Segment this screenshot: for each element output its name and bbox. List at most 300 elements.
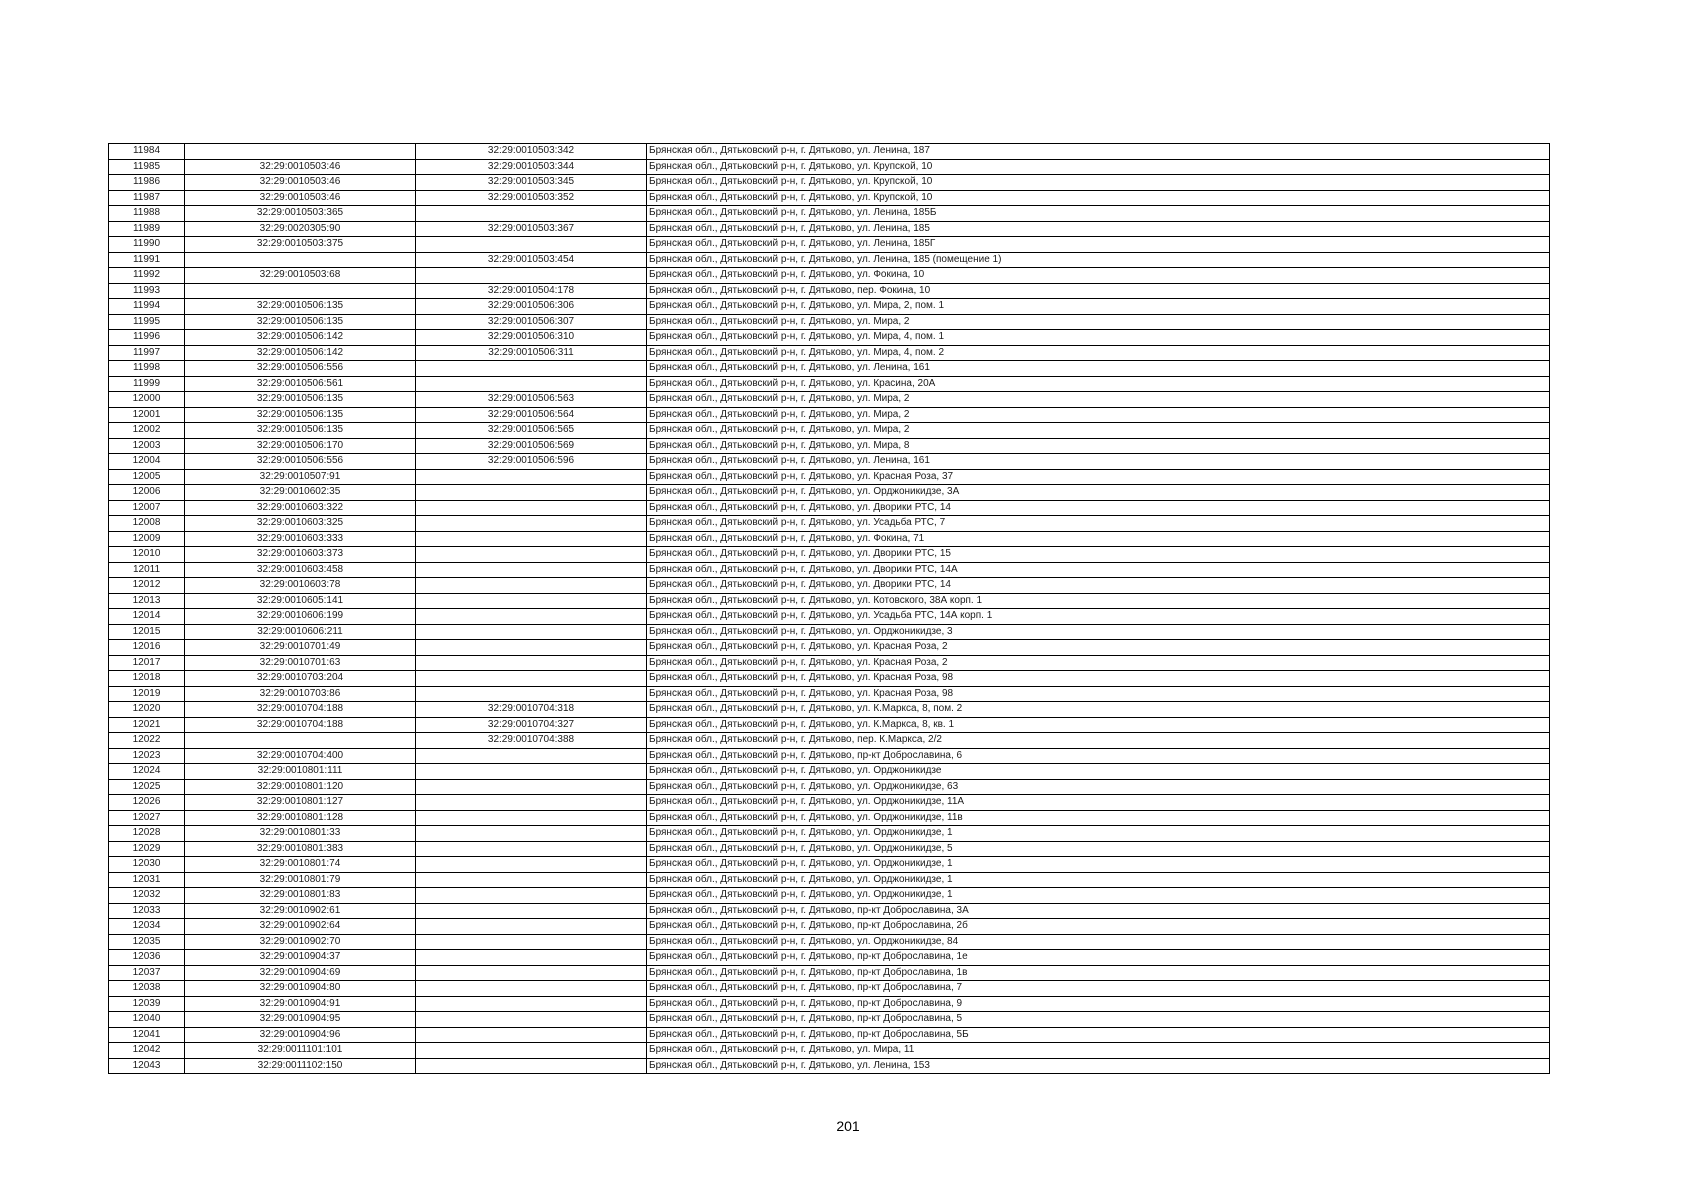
cadastral-number-cell: 32:29:0010904:96 <box>185 1027 416 1043</box>
address-cell: Брянская обл., Дятьковский р-н, г. Дятьково, ул. Дворики РТС, 14 <box>647 500 1550 516</box>
cadastral-number-cell: 32:29:0010603:322 <box>185 500 416 516</box>
cadastral-number-cell: 32:29:0010602:35 <box>185 485 416 501</box>
related-cadastral-number-cell <box>416 888 647 904</box>
table-row <box>109 655 1550 671</box>
row-number-cell: 12001 <box>109 407 185 423</box>
table-row <box>109 144 1550 160</box>
address-cell: Брянская обл., Дятьковский р-н, г. Дятьково, ул. Орджоникидзе, 11в <box>647 810 1550 826</box>
table-row <box>109 903 1550 919</box>
address-cell: Брянская обл., Дятьковский р-н, г. Дятьково, ул. Красная Роза, 98 <box>647 686 1550 702</box>
cadastral-number-cell: 32:29:0010503:375 <box>185 237 416 253</box>
row-number-cell: 12000 <box>109 392 185 408</box>
table-row <box>109 578 1550 594</box>
related-cadastral-number-cell: 32:29:0010506:311 <box>416 345 647 361</box>
related-cadastral-number-cell <box>416 624 647 640</box>
address-cell: Брянская обл., Дятьковский р-н, г. Дятьково, пр-кт Доброславина, 7 <box>647 981 1550 997</box>
address-cell: Брянская обл., Дятьковский р-н, г. Дятьково, ул. Ленина, 185Г <box>647 237 1550 253</box>
address-cell: Брянская обл., Дятьковский р-н, г. Дятьково, пр-кт Доброславина, 3А <box>647 903 1550 919</box>
related-cadastral-number-cell <box>416 1058 647 1074</box>
row-number-cell: 12043 <box>109 1058 185 1074</box>
address-cell: Брянская обл., Дятьковский р-н, г. Дятьково, ул. Ленина, 153 <box>647 1058 1550 1074</box>
row-number-cell: 11993 <box>109 283 185 299</box>
row-number-cell: 12035 <box>109 934 185 950</box>
address-cell: Брянская обл., Дятьковский р-н, г. Дятьково, ул. К.Маркса, 8, кв. 1 <box>647 717 1550 733</box>
row-number-cell: 12013 <box>109 593 185 609</box>
row-number-cell: 12021 <box>109 717 185 733</box>
cadastral-number-cell: 32:29:0010904:37 <box>185 950 416 966</box>
related-cadastral-number-cell <box>416 779 647 795</box>
related-cadastral-number-cell <box>416 578 647 594</box>
related-cadastral-number-cell <box>416 640 647 656</box>
related-cadastral-number-cell <box>416 469 647 485</box>
row-number-cell: 12017 <box>109 655 185 671</box>
registry-table <box>108 143 1550 1074</box>
cadastral-number-cell: 32:29:0010606:199 <box>185 609 416 625</box>
row-number-cell: 11997 <box>109 345 185 361</box>
address-cell: Брянская обл., Дятьковский р-н, г. Дятьково, ул. Усадьба РТС, 7 <box>647 516 1550 532</box>
address-cell: Брянская обл., Дятьковский р-н, г. Дятьково, ул. Мира, 8 <box>647 438 1550 454</box>
address-cell: Брянская обл., Дятьковский р-н, г. Дятьково, ул. Мира, 11 <box>647 1043 1550 1059</box>
row-number-cell: 11995 <box>109 314 185 330</box>
row-number-cell: 12034 <box>109 919 185 935</box>
address-cell: Брянская обл., Дятьковский р-н, г. Дятьково, пр-кт Доброславина, 6 <box>647 748 1550 764</box>
address-cell: Брянская обл., Дятьковский р-н, г. Дятьково, ул. Мира, 2 <box>647 314 1550 330</box>
cadastral-number-cell: 32:29:0010606:211 <box>185 624 416 640</box>
address-cell: Брянская обл., Дятьковский р-н, г. Дятьково, пр-кт Доброславина, 2б <box>647 919 1550 935</box>
related-cadastral-number-cell <box>416 671 647 687</box>
row-number-cell: 12040 <box>109 1012 185 1028</box>
cadastral-number-cell: 32:29:0010801:111 <box>185 764 416 780</box>
table-row <box>109 872 1550 888</box>
related-cadastral-number-cell <box>416 857 647 873</box>
cadastral-number-cell: 32:29:0010506:142 <box>185 330 416 346</box>
related-cadastral-number-cell <box>416 361 647 377</box>
row-number-cell: 11999 <box>109 376 185 392</box>
cadastral-number-cell: 32:29:0010503:46 <box>185 190 416 206</box>
cadastral-number-cell: 32:29:0010704:188 <box>185 717 416 733</box>
row-number-cell: 11989 <box>109 221 185 237</box>
table-row <box>109 702 1550 718</box>
related-cadastral-number-cell: 32:29:0010704:327 <box>416 717 647 733</box>
row-number-cell: 12028 <box>109 826 185 842</box>
related-cadastral-number-cell <box>416 996 647 1012</box>
address-cell: Брянская обл., Дятьковский р-н, г. Дятьково, ул. Ленина, 185 (помещение 1) <box>647 252 1550 268</box>
row-number-cell: 12033 <box>109 903 185 919</box>
related-cadastral-number-cell <box>416 934 647 950</box>
row-number-cell: 12031 <box>109 872 185 888</box>
cadastral-number-cell: 32:29:0010603:78 <box>185 578 416 594</box>
table-row <box>109 206 1550 222</box>
cadastral-number-cell: 32:29:0010801:74 <box>185 857 416 873</box>
row-number-cell: 11987 <box>109 190 185 206</box>
row-number-cell: 12010 <box>109 547 185 563</box>
table-row <box>109 748 1550 764</box>
row-number-cell: 11985 <box>109 159 185 175</box>
cadastral-number-cell <box>185 733 416 749</box>
row-number-cell: 11988 <box>109 206 185 222</box>
related-cadastral-number-cell <box>416 206 647 222</box>
address-cell: Брянская обл., Дятьковский р-н, г. Дятьково, ул. Орджоникидзе, 3А <box>647 485 1550 501</box>
table-row <box>109 1043 1550 1059</box>
address-cell: Брянская обл., Дятьковский р-н, г. Дятьково, ул. Мира, 2 <box>647 423 1550 439</box>
table-row <box>109 252 1550 268</box>
table-row <box>109 454 1550 470</box>
table-row <box>109 888 1550 904</box>
address-cell: Брянская обл., Дятьковский р-н, г. Дятьково, пр-кт Доброславина, 5 <box>647 1012 1550 1028</box>
table-row <box>109 919 1550 935</box>
related-cadastral-number-cell <box>416 981 647 997</box>
row-number-cell: 12036 <box>109 950 185 966</box>
address-cell: Брянская обл., Дятьковский р-н, г. Дятьково, ул. Красная Роза, 37 <box>647 469 1550 485</box>
cadastral-number-cell: 32:29:0020305:90 <box>185 221 416 237</box>
row-number-cell: 12014 <box>109 609 185 625</box>
cadastral-number-cell: 32:29:0010506:135 <box>185 314 416 330</box>
cadastral-number-cell: 32:29:0010904:69 <box>185 965 416 981</box>
table-row <box>109 268 1550 284</box>
cadastral-number-cell <box>185 283 416 299</box>
address-cell: Брянская обл., Дятьковский р-н, г. Дятьково, ул. Крупской, 10 <box>647 190 1550 206</box>
table-row <box>109 237 1550 253</box>
table-row <box>109 190 1550 206</box>
table-row <box>109 1012 1550 1028</box>
related-cadastral-number-cell: 32:29:0010506:564 <box>416 407 647 423</box>
cadastral-number-cell: 32:29:0010902:64 <box>185 919 416 935</box>
row-number-cell: 11984 <box>109 144 185 160</box>
row-number-cell: 12012 <box>109 578 185 594</box>
table-row <box>109 221 1550 237</box>
related-cadastral-number-cell: 32:29:0010704:388 <box>416 733 647 749</box>
table-row <box>109 330 1550 346</box>
address-cell: Брянская обл., Дятьковский р-н, г. Дятьково, ул. Усадьба РТС, 14А корп. 1 <box>647 609 1550 625</box>
row-number-cell: 12023 <box>109 748 185 764</box>
related-cadastral-number-cell <box>416 485 647 501</box>
address-cell: Брянская обл., Дятьковский р-н, г. Дятьково, ул. Ленина, 161 <box>647 454 1550 470</box>
related-cadastral-number-cell <box>416 531 647 547</box>
table-row <box>109 361 1550 377</box>
cadastral-number-cell: 32:29:0010605:141 <box>185 593 416 609</box>
related-cadastral-number-cell: 32:29:0010704:318 <box>416 702 647 718</box>
cadastral-number-cell: 32:29:0010506:170 <box>185 438 416 454</box>
table-row <box>109 485 1550 501</box>
related-cadastral-number-cell <box>416 500 647 516</box>
table-row <box>109 717 1550 733</box>
table-row <box>109 376 1550 392</box>
cadastral-number-cell <box>185 144 416 160</box>
cadastral-number-cell: 32:29:0010801:383 <box>185 841 416 857</box>
table-row <box>109 841 1550 857</box>
cadastral-number-cell: 32:29:0010506:561 <box>185 376 416 392</box>
related-cadastral-number-cell: 32:29:0010506:565 <box>416 423 647 439</box>
cadastral-number-cell: 32:29:0010503:365 <box>185 206 416 222</box>
address-cell: Брянская обл., Дятьковский р-н, г. Дятьково, ул. Красная Роза, 2 <box>647 640 1550 656</box>
related-cadastral-number-cell <box>416 919 647 935</box>
row-number-cell: 12022 <box>109 733 185 749</box>
address-cell: Брянская обл., Дятьковский р-н, г. Дятьково, ул. Дворики РТС, 14 <box>647 578 1550 594</box>
address-cell: Брянская обл., Дятьковский р-н, г. Дятьково, ул. Орджоникидзе, 1 <box>647 826 1550 842</box>
address-cell: Брянская обл., Дятьковский р-н, г. Дятьково, пр-кт Доброславина, 9 <box>647 996 1550 1012</box>
row-number-cell: 12004 <box>109 454 185 470</box>
related-cadastral-number-cell: 32:29:0010503:367 <box>416 221 647 237</box>
cadastral-number-cell: 32:29:0010801:120 <box>185 779 416 795</box>
table-row <box>109 624 1550 640</box>
table-row <box>109 438 1550 454</box>
related-cadastral-number-cell <box>416 1012 647 1028</box>
row-number-cell: 11994 <box>109 299 185 315</box>
related-cadastral-number-cell: 32:29:0010503:352 <box>416 190 647 206</box>
row-number-cell: 11986 <box>109 175 185 191</box>
cadastral-number-cell: 32:29:0010801:79 <box>185 872 416 888</box>
table-row <box>109 345 1550 361</box>
row-number-cell: 12029 <box>109 841 185 857</box>
row-number-cell: 12025 <box>109 779 185 795</box>
table-row <box>109 826 1550 842</box>
address-cell: Брянская обл., Дятьковский р-н, г. Дятьково, пер. Фокина, 10 <box>647 283 1550 299</box>
cadastral-number-cell: 32:29:0010503:46 <box>185 175 416 191</box>
cadastral-number-cell: 32:29:0010801:33 <box>185 826 416 842</box>
row-number-cell: 11990 <box>109 237 185 253</box>
address-cell: Брянская обл., Дятьковский р-н, г. Дятьково, ул. Орджоникидзе, 1 <box>647 857 1550 873</box>
cadastral-number-cell: 32:29:0010506:556 <box>185 454 416 470</box>
row-number-cell: 12027 <box>109 810 185 826</box>
table-row <box>109 299 1550 315</box>
row-number-cell: 12007 <box>109 500 185 516</box>
address-cell: Брянская обл., Дятьковский р-н, г. Дятьково, пр-кт Доброславина, 5Б <box>647 1027 1550 1043</box>
row-number-cell: 12018 <box>109 671 185 687</box>
related-cadastral-number-cell <box>416 686 647 702</box>
related-cadastral-number-cell <box>416 593 647 609</box>
related-cadastral-number-cell <box>416 376 647 392</box>
table-row <box>109 934 1550 950</box>
cadastral-number-cell: 32:29:0010603:325 <box>185 516 416 532</box>
row-number-cell: 12042 <box>109 1043 185 1059</box>
table-row <box>109 857 1550 873</box>
address-cell: Брянская обл., Дятьковский р-н, г. Дятьково, ул. К.Маркса, 8, пом. 2 <box>647 702 1550 718</box>
related-cadastral-number-cell <box>416 609 647 625</box>
related-cadastral-number-cell <box>416 1043 647 1059</box>
address-cell: Брянская обл., Дятьковский р-н, г. Дятьково, ул. Ленина, 185 <box>647 221 1550 237</box>
table-row <box>109 547 1550 563</box>
table-row <box>109 640 1550 656</box>
address-cell: Брянская обл., Дятьковский р-н, г. Дятьково, ул. Фокина, 71 <box>647 531 1550 547</box>
related-cadastral-number-cell: 32:29:0010503:454 <box>416 252 647 268</box>
cadastral-number-cell: 32:29:0010801:128 <box>185 810 416 826</box>
row-number-cell: 12016 <box>109 640 185 656</box>
table-row <box>109 1058 1550 1074</box>
row-number-cell: 11991 <box>109 252 185 268</box>
cadastral-number-cell: 32:29:0010704:400 <box>185 748 416 764</box>
address-cell: Брянская обл., Дятьковский р-н, г. Дятьково, пер. К.Маркса, 2/2 <box>647 733 1550 749</box>
related-cadastral-number-cell <box>416 965 647 981</box>
cadastral-number-cell: 32:29:0010603:373 <box>185 547 416 563</box>
cadastral-number-cell: 32:29:0010904:80 <box>185 981 416 997</box>
table-row <box>109 423 1550 439</box>
cadastral-number-cell: 32:29:0010902:61 <box>185 903 416 919</box>
table-row <box>109 1027 1550 1043</box>
registry-table-body <box>109 144 1550 1074</box>
address-cell: Брянская обл., Дятьковский р-н, г. Дятьково, ул. Орджоникидзе <box>647 764 1550 780</box>
related-cadastral-number-cell <box>416 748 647 764</box>
related-cadastral-number-cell: 32:29:0010506:596 <box>416 454 647 470</box>
table-row <box>109 965 1550 981</box>
table-row <box>109 609 1550 625</box>
address-cell: Брянская обл., Дятьковский р-н, г. Дятьково, ул. Дворики РТС, 15 <box>647 547 1550 563</box>
table-row <box>109 531 1550 547</box>
address-cell: Брянская обл., Дятьковский р-н, г. Дятьково, пр-кт Доброславина, 1е <box>647 950 1550 966</box>
table-row <box>109 283 1550 299</box>
row-number-cell: 12003 <box>109 438 185 454</box>
row-number-cell: 12006 <box>109 485 185 501</box>
table-row <box>109 671 1550 687</box>
table-row <box>109 593 1550 609</box>
address-cell: Брянская обл., Дятьковский р-н, г. Дятьково, ул. Мира, 4, пом. 2 <box>647 345 1550 361</box>
table-row <box>109 779 1550 795</box>
cadastral-number-cell: 32:29:0010703:204 <box>185 671 416 687</box>
cadastral-number-cell: 32:29:0010503:68 <box>185 268 416 284</box>
table-row <box>109 516 1550 532</box>
related-cadastral-number-cell: 32:29:0010506:307 <box>416 314 647 330</box>
address-cell: Брянская обл., Дятьковский р-н, г. Дятьково, ул. Орджоникидзе, 11А <box>647 795 1550 811</box>
related-cadastral-number-cell <box>416 655 647 671</box>
table-row <box>109 175 1550 191</box>
related-cadastral-number-cell <box>416 516 647 532</box>
row-number-cell: 12008 <box>109 516 185 532</box>
cadastral-number-cell: 32:29:0010701:63 <box>185 655 416 671</box>
cadastral-number-cell: 32:29:0010506:135 <box>185 407 416 423</box>
related-cadastral-number-cell <box>416 872 647 888</box>
related-cadastral-number-cell <box>416 810 647 826</box>
cadastral-number-cell: 32:29:0010701:49 <box>185 640 416 656</box>
related-cadastral-number-cell <box>416 826 647 842</box>
registry-sheet <box>108 143 1549 1074</box>
related-cadastral-number-cell <box>416 903 647 919</box>
address-cell: Брянская обл., Дятьковский р-н, г. Дятьково, ул. Фокина, 10 <box>647 268 1550 284</box>
address-cell: Брянская обл., Дятьковский р-н, г. Дятьково, ул. Красина, 20А <box>647 376 1550 392</box>
address-cell: Брянская обл., Дятьковский р-н, г. Дятьково, ул. Ленина, 187 <box>647 144 1550 160</box>
address-cell: Брянская обл., Дятьковский р-н, г. Дятьково, ул. Красная Роза, 2 <box>647 655 1550 671</box>
address-cell: Брянская обл., Дятьковский р-н, г. Дятьково, ул. Крупской, 10 <box>647 159 1550 175</box>
related-cadastral-number-cell <box>416 547 647 563</box>
related-cadastral-number-cell: 32:29:0010503:344 <box>416 159 647 175</box>
related-cadastral-number-cell <box>416 237 647 253</box>
address-cell: Брянская обл., Дятьковский р-н, г. Дятьково, ул. Орджоникидзе, 3 <box>647 624 1550 640</box>
row-number-cell: 12002 <box>109 423 185 439</box>
address-cell: Брянская обл., Дятьковский р-н, г. Дятьково, ул. Орджоникидзе, 63 <box>647 779 1550 795</box>
related-cadastral-number-cell <box>416 950 647 966</box>
related-cadastral-number-cell <box>416 764 647 780</box>
related-cadastral-number-cell <box>416 562 647 578</box>
cadastral-number-cell: 32:29:0010503:46 <box>185 159 416 175</box>
cadastral-number-cell: 32:29:0010506:135 <box>185 299 416 315</box>
table-row <box>109 562 1550 578</box>
address-cell: Брянская обл., Дятьковский р-н, г. Дятьково, ул. Ленина, 161 <box>647 361 1550 377</box>
address-cell: Брянская обл., Дятьковский р-н, г. Дятьково, ул. Котовского, 38А корп. 1 <box>647 593 1550 609</box>
table-row <box>109 314 1550 330</box>
related-cadastral-number-cell: 32:29:0010504:178 <box>416 283 647 299</box>
cadastral-number-cell: 32:29:0011101:101 <box>185 1043 416 1059</box>
row-number-cell: 12015 <box>109 624 185 640</box>
row-number-cell: 12020 <box>109 702 185 718</box>
cadastral-number-cell: 32:29:0010506:142 <box>185 345 416 361</box>
cadastral-number-cell: 32:29:0010801:83 <box>185 888 416 904</box>
row-number-cell: 12030 <box>109 857 185 873</box>
row-number-cell: 12037 <box>109 965 185 981</box>
table-row <box>109 469 1550 485</box>
row-number-cell: 11998 <box>109 361 185 377</box>
cadastral-number-cell: 32:29:0010506:135 <box>185 392 416 408</box>
row-number-cell: 12009 <box>109 531 185 547</box>
related-cadastral-number-cell: 32:29:0010506:310 <box>416 330 647 346</box>
related-cadastral-number-cell: 32:29:0010503:342 <box>416 144 647 160</box>
table-row <box>109 686 1550 702</box>
address-cell: Брянская обл., Дятьковский р-н, г. Дятьково, ул. Красная Роза, 98 <box>647 671 1550 687</box>
related-cadastral-number-cell: 32:29:0010503:345 <box>416 175 647 191</box>
table-row <box>109 996 1550 1012</box>
row-number-cell: 12024 <box>109 764 185 780</box>
table-row <box>109 764 1550 780</box>
cadastral-number-cell: 32:29:0010507:91 <box>185 469 416 485</box>
related-cadastral-number-cell <box>416 841 647 857</box>
row-number-cell: 12005 <box>109 469 185 485</box>
address-cell: Брянская обл., Дятьковский р-н, г. Дятьково, ул. Орджоникидзе, 5 <box>647 841 1550 857</box>
cadastral-number-cell: 32:29:0010506:135 <box>185 423 416 439</box>
address-cell: Брянская обл., Дятьковский р-н, г. Дятьково, ул. Мира, 4, пом. 1 <box>647 330 1550 346</box>
address-cell: Брянская обл., Дятьковский р-н, г. Дятьково, ул. Орджоникидзе, 1 <box>647 888 1550 904</box>
cadastral-number-cell: 32:29:0010904:91 <box>185 996 416 1012</box>
related-cadastral-number-cell <box>416 1027 647 1043</box>
row-number-cell: 12038 <box>109 981 185 997</box>
row-number-cell: 12039 <box>109 996 185 1012</box>
cadastral-number-cell <box>185 252 416 268</box>
related-cadastral-number-cell: 32:29:0010506:563 <box>416 392 647 408</box>
address-cell: Брянская обл., Дятьковский р-н, г. Дятьково, ул. Орджоникидзе, 1 <box>647 872 1550 888</box>
cadastral-number-cell: 32:29:0010902:70 <box>185 934 416 950</box>
cadastral-number-cell: 32:29:0010603:458 <box>185 562 416 578</box>
related-cadastral-number-cell <box>416 268 647 284</box>
address-cell: Брянская обл., Дятьковский р-н, г. Дятьково, ул. Орджоникидзе, 84 <box>647 934 1550 950</box>
related-cadastral-number-cell: 32:29:0010506:306 <box>416 299 647 315</box>
related-cadastral-number-cell <box>416 795 647 811</box>
cadastral-number-cell: 32:29:0010603:333 <box>185 531 416 547</box>
address-cell: Брянская обл., Дятьковский р-н, г. Дятьково, ул. Мира, 2, пом. 1 <box>647 299 1550 315</box>
table-row <box>109 981 1550 997</box>
cadastral-number-cell: 32:29:0011102:150 <box>185 1058 416 1074</box>
related-cadastral-number-cell: 32:29:0010506:569 <box>416 438 647 454</box>
row-number-cell: 12019 <box>109 686 185 702</box>
table-row <box>109 407 1550 423</box>
address-cell: Брянская обл., Дятьковский р-н, г. Дятьково, ул. Крупской, 10 <box>647 175 1550 191</box>
cadastral-number-cell: 32:29:0010703:86 <box>185 686 416 702</box>
cadastral-number-cell: 32:29:0010506:556 <box>185 361 416 377</box>
row-number-cell: 12041 <box>109 1027 185 1043</box>
table-row <box>109 810 1550 826</box>
table-row <box>109 795 1550 811</box>
cadastral-number-cell: 32:29:0010801:127 <box>185 795 416 811</box>
row-number-cell: 11996 <box>109 330 185 346</box>
address-cell: Брянская обл., Дятьковский р-н, г. Дятьково, ул. Ленина, 185Б <box>647 206 1550 222</box>
table-row <box>109 500 1550 516</box>
table-row <box>109 950 1550 966</box>
cadastral-number-cell: 32:29:0010704:188 <box>185 702 416 718</box>
address-cell: Брянская обл., Дятьковский р-н, г. Дятьково, ул. Дворики РТС, 14А <box>647 562 1550 578</box>
cadastral-number-cell: 32:29:0010904:95 <box>185 1012 416 1028</box>
table-row <box>109 733 1550 749</box>
address-cell: Брянская обл., Дятьковский р-н, г. Дятьково, ул. Мира, 2 <box>647 392 1550 408</box>
page-number: 201 <box>836 1118 860 1134</box>
table-row <box>109 392 1550 408</box>
table-row <box>109 159 1550 175</box>
row-number-cell: 11992 <box>109 268 185 284</box>
row-number-cell: 12011 <box>109 562 185 578</box>
